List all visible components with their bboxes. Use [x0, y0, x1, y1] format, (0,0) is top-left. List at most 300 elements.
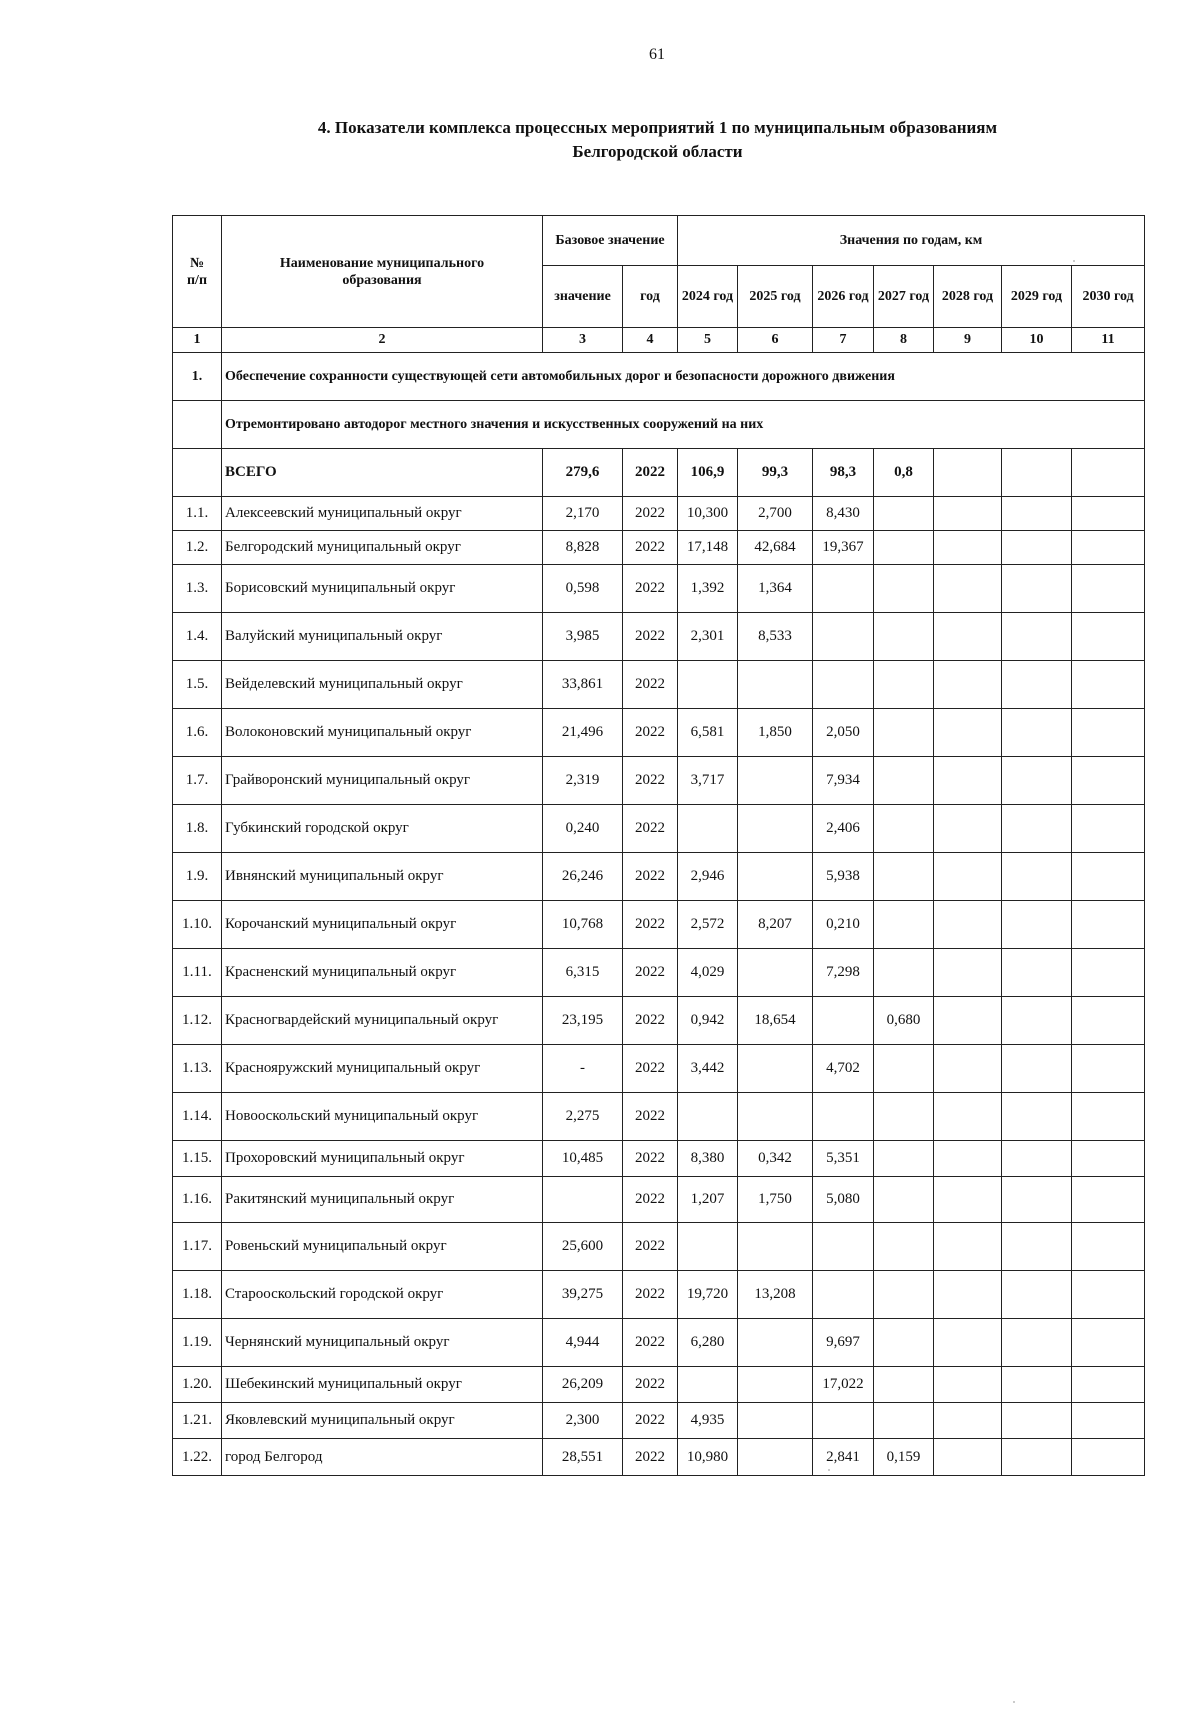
value-cell: [1072, 497, 1145, 531]
column-number: 9: [934, 328, 1002, 353]
row-num: 1.2.: [173, 531, 222, 565]
value-cell: -: [543, 1045, 623, 1093]
table-row: [173, 1177, 1145, 1223]
value-cell: 2022: [623, 1403, 678, 1439]
value-cell: 2,300: [543, 1403, 623, 1439]
municipality-name: Яковлевский муниципальный округ: [222, 1403, 543, 1439]
table-row: [173, 1403, 1145, 1439]
value-cell: [1002, 901, 1072, 949]
value-cell: [1072, 901, 1145, 949]
value-cell: [1072, 1093, 1145, 1141]
value-cell: [1002, 1223, 1072, 1271]
document-title-line-1: 4. Показатели комплекса процессных мероприятий 1 по муниципальным образованиям: [317, 118, 998, 137]
value-cell: [934, 1319, 1002, 1367]
column-number: 10: [1002, 328, 1072, 353]
value-cell: 8,380: [678, 1141, 738, 1177]
value-cell: [813, 565, 874, 613]
value-cell: [1072, 613, 1145, 661]
value-cell: 6,280: [678, 1319, 738, 1367]
value-cell: 1,850: [738, 709, 813, 757]
total-row: [173, 449, 1145, 497]
value-cell: 33,861: [543, 661, 623, 709]
value-cell: 2,946: [678, 853, 738, 901]
value-cell: 6,581: [678, 709, 738, 757]
value-cell: [1072, 565, 1145, 613]
value-cell: 8,828: [543, 531, 623, 565]
value-cell: 2022: [623, 853, 678, 901]
municipality-name: Ракитянский муниципальный округ: [222, 1177, 543, 1223]
table-row: [173, 1223, 1145, 1271]
value-cell: [874, 565, 934, 613]
value-cell: 7,298: [813, 949, 874, 997]
municipality-name: Валуйский муниципальный округ: [222, 613, 543, 661]
value-cell: 2,050: [813, 709, 874, 757]
table-row: [173, 1319, 1145, 1367]
value-cell: [678, 805, 738, 853]
municipality-name: Белгородский муниципальный округ: [222, 531, 543, 565]
value-cell: 8,533: [738, 613, 813, 661]
value-cell: [1072, 1403, 1145, 1439]
value-cell: 2022: [623, 613, 678, 661]
value-cell: 8,207: [738, 901, 813, 949]
total-value: [1072, 449, 1145, 497]
row-num: 1.15.: [173, 1141, 222, 1177]
row-num: 1.16.: [173, 1177, 222, 1223]
document-title-line-2: Белгородской области: [572, 142, 743, 161]
column-numbers-row: [173, 328, 1145, 353]
value-cell: [874, 1093, 934, 1141]
value-cell: [1072, 997, 1145, 1045]
value-cell: [1072, 661, 1145, 709]
value-cell: 2022: [623, 1093, 678, 1141]
value-cell: 21,496: [543, 709, 623, 757]
column-number: 5: [678, 328, 738, 353]
value-cell: [738, 757, 813, 805]
value-cell: 0,240: [543, 805, 623, 853]
indicators-table: [172, 215, 1145, 1476]
value-cell: [813, 1403, 874, 1439]
scan-speck: [1073, 260, 1075, 262]
value-cell: 6,315: [543, 949, 623, 997]
row-num: 1.18.: [173, 1271, 222, 1319]
value-cell: 2022: [623, 1271, 678, 1319]
row-num: 1.17.: [173, 1223, 222, 1271]
value-cell: [1002, 613, 1072, 661]
value-cell: [934, 709, 1002, 757]
value-cell: [1072, 531, 1145, 565]
value-cell: 19,367: [813, 531, 874, 565]
municipality-name: Чернянский муниципальный округ: [222, 1319, 543, 1367]
value-cell: 0,159: [874, 1439, 934, 1476]
value-cell: 1,750: [738, 1177, 813, 1223]
municipality-name: Красненский муниципальный округ: [222, 949, 543, 997]
header-years-group: Значения по годам, км: [678, 216, 1145, 266]
value-cell: [874, 1045, 934, 1093]
value-cell: 3,985: [543, 613, 623, 661]
value-cell: 19,720: [678, 1271, 738, 1319]
value-cell: [543, 1177, 623, 1223]
value-cell: [934, 997, 1002, 1045]
subsection-row: [173, 401, 1145, 449]
value-cell: 17,022: [813, 1367, 874, 1403]
value-cell: 13,208: [738, 1271, 813, 1319]
value-cell: [934, 531, 1002, 565]
value-cell: 23,195: [543, 997, 623, 1045]
table-row: [173, 949, 1145, 997]
value-cell: 2022: [623, 1319, 678, 1367]
value-cell: 2022: [623, 1045, 678, 1093]
value-cell: 26,209: [543, 1367, 623, 1403]
value-cell: [874, 901, 934, 949]
value-cell: 2022: [623, 901, 678, 949]
value-cell: 5,351: [813, 1141, 874, 1177]
value-cell: 0,342: [738, 1141, 813, 1177]
value-cell: [934, 565, 1002, 613]
value-cell: 2,841: [813, 1439, 874, 1476]
value-cell: 2,301: [678, 613, 738, 661]
value-cell: [1072, 1319, 1145, 1367]
row-num: 1.9.: [173, 853, 222, 901]
header-2030: 2030 год: [1072, 266, 1145, 328]
municipality-name: Краснояружский муниципальный округ: [222, 1045, 543, 1093]
municipality-name: Корочанский муниципальный округ: [222, 901, 543, 949]
value-cell: [934, 1045, 1002, 1093]
row-num: 1.4.: [173, 613, 222, 661]
value-cell: [1002, 997, 1072, 1045]
value-cell: 25,600: [543, 1223, 623, 1271]
value-cell: 28,551: [543, 1439, 623, 1476]
municipality-name: Прохоровский муниципальный округ: [222, 1141, 543, 1177]
value-cell: [1002, 805, 1072, 853]
header-2025: 2025 год: [738, 266, 813, 328]
value-cell: [738, 1223, 813, 1271]
value-cell: [874, 1177, 934, 1223]
value-cell: [1002, 661, 1072, 709]
table-row: [173, 497, 1145, 531]
total-value: 106,9: [678, 449, 738, 497]
value-cell: [1002, 1319, 1072, 1367]
value-cell: [1002, 709, 1072, 757]
header-base-year: год: [623, 266, 678, 328]
value-cell: [934, 1141, 1002, 1177]
municipality-name: Волоконовский муниципальный округ: [222, 709, 543, 757]
value-cell: [813, 997, 874, 1045]
section-title: Обеспечение сохранности существующей сети автомобильных дорог и безопасности дорожного движения: [222, 353, 1145, 401]
municipality-name: Грайворонский муниципальный округ: [222, 757, 543, 805]
value-cell: [934, 853, 1002, 901]
value-cell: [934, 1271, 1002, 1319]
value-cell: 2,700: [738, 497, 813, 531]
value-cell: [1072, 1439, 1145, 1476]
value-cell: [1002, 1093, 1072, 1141]
value-cell: [813, 1271, 874, 1319]
value-cell: 4,029: [678, 949, 738, 997]
value-cell: [934, 1177, 1002, 1223]
value-cell: 0,942: [678, 997, 738, 1045]
municipality-name: Старооскольский городской округ: [222, 1271, 543, 1319]
value-cell: 10,300: [678, 497, 738, 531]
value-cell: [678, 661, 738, 709]
value-cell: 10,980: [678, 1439, 738, 1476]
table-row: [173, 805, 1145, 853]
value-cell: 8,430: [813, 497, 874, 531]
municipality-name: Алексеевский муниципальный округ: [222, 497, 543, 531]
row-num: 1.11.: [173, 949, 222, 997]
value-cell: 0,598: [543, 565, 623, 613]
section-num: 1.: [173, 353, 222, 401]
value-cell: [934, 805, 1002, 853]
value-cell: 42,684: [738, 531, 813, 565]
value-cell: [1002, 565, 1072, 613]
value-cell: [1072, 1141, 1145, 1177]
value-cell: 18,654: [738, 997, 813, 1045]
table-row: [173, 709, 1145, 757]
value-cell: [874, 1271, 934, 1319]
scan-speck: [828, 1469, 830, 1471]
row-num: 1.7.: [173, 757, 222, 805]
header-num: № п/п: [173, 216, 222, 328]
value-cell: [1002, 1367, 1072, 1403]
value-cell: 0,680: [874, 997, 934, 1045]
value-cell: [874, 1141, 934, 1177]
column-number: 2: [222, 328, 543, 353]
value-cell: [1072, 1271, 1145, 1319]
column-number: 6: [738, 328, 813, 353]
municipality-name: Борисовский муниципальный округ: [222, 565, 543, 613]
page-number: 61: [649, 46, 665, 63]
value-cell: [1002, 531, 1072, 565]
total-label: ВСЕГО: [222, 449, 543, 497]
value-cell: [934, 613, 1002, 661]
table-row: [173, 1045, 1145, 1093]
value-cell: [874, 497, 934, 531]
value-cell: 2022: [623, 1223, 678, 1271]
value-cell: 2,572: [678, 901, 738, 949]
value-cell: [874, 531, 934, 565]
value-cell: [813, 613, 874, 661]
value-cell: 4,702: [813, 1045, 874, 1093]
value-cell: [934, 1093, 1002, 1141]
value-cell: [1002, 1045, 1072, 1093]
value-cell: 2,406: [813, 805, 874, 853]
value-cell: 2022: [623, 1367, 678, 1403]
total-value: 2022: [623, 449, 678, 497]
value-cell: [813, 1223, 874, 1271]
table-row: [173, 1141, 1145, 1177]
table-row: [173, 1367, 1145, 1403]
value-cell: 26,246: [543, 853, 623, 901]
value-cell: 17,148: [678, 531, 738, 565]
value-cell: [1072, 949, 1145, 997]
value-cell: 2,170: [543, 497, 623, 531]
table-row: [173, 565, 1145, 613]
row-num: 1.1.: [173, 497, 222, 531]
header-2026: 2026 год: [813, 266, 874, 328]
value-cell: 3,717: [678, 757, 738, 805]
row-num: 1.12.: [173, 997, 222, 1045]
value-cell: 10,485: [543, 1141, 623, 1177]
value-cell: [738, 805, 813, 853]
value-cell: [738, 1403, 813, 1439]
value-cell: [678, 1093, 738, 1141]
value-cell: 2022: [623, 757, 678, 805]
table-row: [173, 997, 1145, 1045]
value-cell: [738, 1439, 813, 1476]
header-2029: 2029 год: [1002, 266, 1072, 328]
row-num: 1.19.: [173, 1319, 222, 1367]
value-cell: 5,938: [813, 853, 874, 901]
value-cell: [1002, 1439, 1072, 1476]
value-cell: 7,934: [813, 757, 874, 805]
value-cell: 4,944: [543, 1319, 623, 1367]
value-cell: [874, 757, 934, 805]
document-title: [160, 116, 1155, 164]
value-cell: [874, 1223, 934, 1271]
total-num: [173, 449, 222, 497]
table-row: [173, 613, 1145, 661]
value-cell: [874, 1403, 934, 1439]
column-number: 11: [1072, 328, 1145, 353]
value-cell: [1072, 757, 1145, 805]
value-cell: [934, 1367, 1002, 1403]
subsection-title: Отремонтировано автодорог местного значения и искусственных сооружений на них: [222, 401, 1145, 449]
value-cell: 1,364: [738, 565, 813, 613]
column-number: 7: [813, 328, 874, 353]
header-2027: 2027 год: [874, 266, 934, 328]
municipality-name: Красногвардейский муниципальный округ: [222, 997, 543, 1045]
value-cell: [1002, 949, 1072, 997]
value-cell: [934, 497, 1002, 531]
value-cell: [738, 853, 813, 901]
value-cell: 39,275: [543, 1271, 623, 1319]
municipality-name: Губкинский городской округ: [222, 805, 543, 853]
value-cell: [1072, 1177, 1145, 1223]
value-cell: [874, 1319, 934, 1367]
value-cell: [738, 1319, 813, 1367]
value-cell: [874, 949, 934, 997]
table-row: [173, 901, 1145, 949]
row-num: 1.21.: [173, 1403, 222, 1439]
value-cell: [934, 1439, 1002, 1476]
row-num: 1.20.: [173, 1367, 222, 1403]
value-cell: [1002, 1403, 1072, 1439]
value-cell: [934, 1403, 1002, 1439]
scan-speck: [1013, 1701, 1015, 1703]
value-cell: 0,210: [813, 901, 874, 949]
value-cell: [1072, 1045, 1145, 1093]
value-cell: [874, 805, 934, 853]
table-row: [173, 853, 1145, 901]
header-name: Наименование муниципального образования: [222, 216, 543, 328]
total-value: [934, 449, 1002, 497]
total-value: 98,3: [813, 449, 874, 497]
value-cell: [1002, 1271, 1072, 1319]
value-cell: 9,697: [813, 1319, 874, 1367]
value-cell: 1,207: [678, 1177, 738, 1223]
table-row: [173, 1093, 1145, 1141]
value-cell: 5,080: [813, 1177, 874, 1223]
municipality-name: Ивнянский муниципальный округ: [222, 853, 543, 901]
header-base-value: значение: [543, 266, 623, 328]
value-cell: 2022: [623, 709, 678, 757]
value-cell: [934, 661, 1002, 709]
value-cell: 2022: [623, 949, 678, 997]
header-2024: 2024 год: [678, 266, 738, 328]
value-cell: [678, 1223, 738, 1271]
value-cell: 2022: [623, 1141, 678, 1177]
municipality-name: Ровеньский муниципальный округ: [222, 1223, 543, 1271]
value-cell: [874, 709, 934, 757]
value-cell: 1,392: [678, 565, 738, 613]
section-row: [173, 353, 1145, 401]
value-cell: [813, 1093, 874, 1141]
table-row: [173, 757, 1145, 805]
column-number: 8: [874, 328, 934, 353]
value-cell: [934, 949, 1002, 997]
column-number: 3: [543, 328, 623, 353]
value-cell: 2022: [623, 565, 678, 613]
value-cell: 2022: [623, 497, 678, 531]
value-cell: [738, 1367, 813, 1403]
municipality-name: Шебекинский муниципальный округ: [222, 1367, 543, 1403]
row-num: 1.5.: [173, 661, 222, 709]
total-value: 0,8: [874, 449, 934, 497]
value-cell: [678, 1367, 738, 1403]
value-cell: [1072, 853, 1145, 901]
column-number: 1: [173, 328, 222, 353]
value-cell: [1002, 853, 1072, 901]
value-cell: [1072, 1367, 1145, 1403]
value-cell: [1002, 757, 1072, 805]
row-num: 1.14.: [173, 1093, 222, 1141]
value-cell: [934, 901, 1002, 949]
value-cell: [1002, 497, 1072, 531]
municipality-name: город Белгород: [222, 1439, 543, 1476]
header-base: Базовое значение: [543, 216, 678, 266]
value-cell: 2022: [623, 997, 678, 1045]
value-cell: 4,935: [678, 1403, 738, 1439]
value-cell: 2,319: [543, 757, 623, 805]
value-cell: 2022: [623, 1177, 678, 1223]
value-cell: 2022: [623, 1439, 678, 1476]
value-cell: 2,275: [543, 1093, 623, 1141]
row-num: 1.6.: [173, 709, 222, 757]
value-cell: [934, 757, 1002, 805]
value-cell: [934, 1223, 1002, 1271]
total-value: 99,3: [738, 449, 813, 497]
total-value: [1002, 449, 1072, 497]
value-cell: [813, 661, 874, 709]
total-value: 279,6: [543, 449, 623, 497]
column-number: 4: [623, 328, 678, 353]
table-row: [173, 531, 1145, 565]
value-cell: [1002, 1177, 1072, 1223]
municipality-name: Новооскольский муниципальный округ: [222, 1093, 543, 1141]
value-cell: 2022: [623, 805, 678, 853]
value-cell: [874, 1367, 934, 1403]
table-row: [173, 1439, 1145, 1476]
value-cell: [738, 661, 813, 709]
municipality-name: Вейделевский муниципальный округ: [222, 661, 543, 709]
row-num: 1.3.: [173, 565, 222, 613]
value-cell: [874, 661, 934, 709]
value-cell: 10,768: [543, 901, 623, 949]
value-cell: [1002, 1141, 1072, 1177]
value-cell: [1072, 709, 1145, 757]
value-cell: [738, 1045, 813, 1093]
value-cell: [874, 613, 934, 661]
value-cell: 3,442: [678, 1045, 738, 1093]
